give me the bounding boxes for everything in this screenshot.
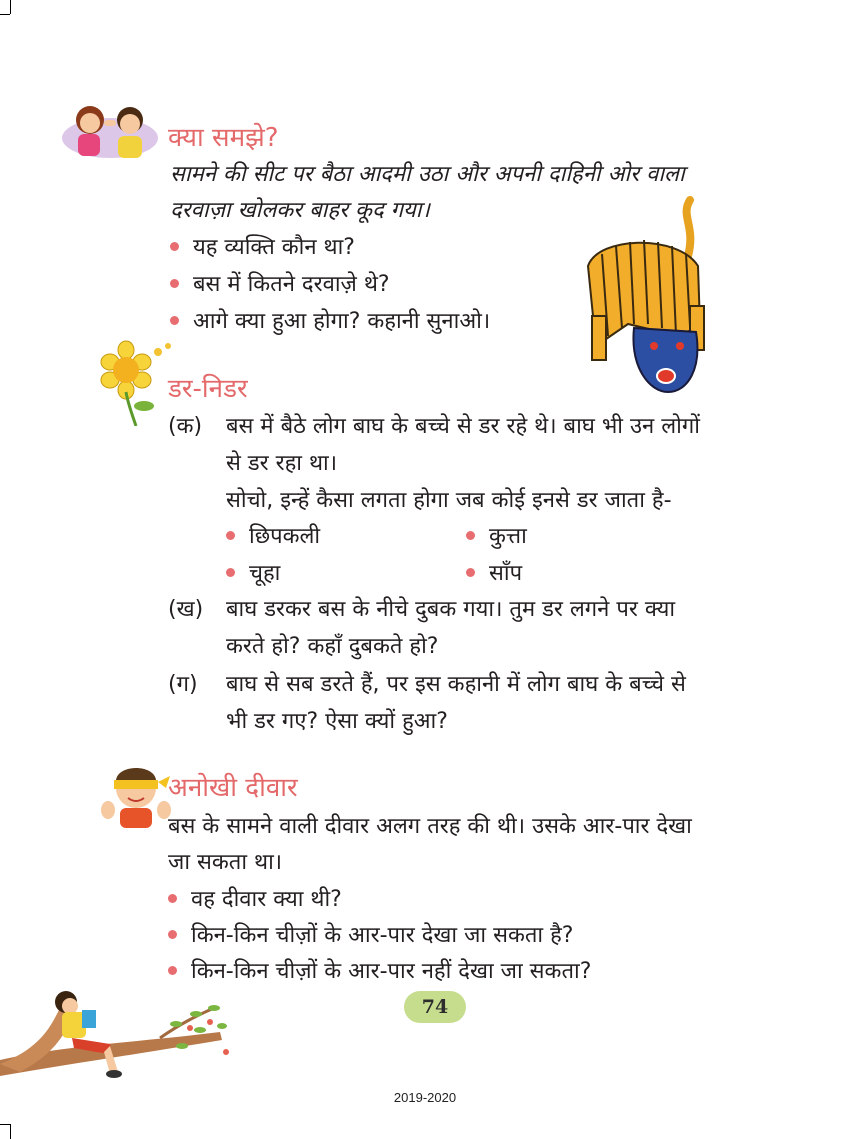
question-ka-line-1: बस में बैठे लोग बाघ के बच्चे से डर रहे थे। बाघ भी उन लोगों	[226, 414, 700, 439]
deewar-bullet-text-1: वह दीवार क्या थी?	[191, 887, 342, 912]
animal-text-chhipkali: छिपकली	[249, 524, 321, 549]
bullet-dot	[466, 531, 475, 540]
bullet-dot	[170, 316, 179, 325]
question-kha-line-1: बाघ डरकर बस के नीचे दुबक गया। तुम डर लगने पर क्या	[226, 597, 676, 622]
question-label-ka: (क)	[168, 414, 203, 439]
samjhe-bullet-1	[170, 233, 355, 263]
bullet-dot	[170, 279, 179, 288]
samjhe-bullet-text-1: यह व्यक्ति कौन था?	[193, 235, 355, 260]
page-number-badge: 74	[404, 991, 466, 1023]
deewar-intro-line-2: जा सकता था।	[168, 850, 283, 875]
samjhe-bullet-text-2: बस में कितने दरवाज़े थे?	[193, 272, 390, 297]
animal-item-saanp	[466, 559, 522, 589]
crop-mark-top-left-v	[10, 0, 11, 14]
bullet-dot	[226, 531, 235, 540]
children-talking-illustration	[56, 98, 160, 160]
section-heading-dar-nidar: डर-निडर	[168, 374, 248, 404]
deewar-intro-line-1: बस के सामने वाली दीवार अलग तरह की थी। उसके आर-पार देखा	[168, 814, 692, 839]
crop-mark-top-left	[0, 14, 10, 15]
animal-text-chuha: चूहा	[249, 561, 281, 586]
samjhe-intro-line-1: सामने की सीट पर बैठा आदमी उठा और अपनी दाहिनी ओर वाला	[170, 162, 685, 187]
samjhe-bullet-text-3: आगे क्या हुआ होगा? कहानी सुनाओ।	[193, 309, 491, 334]
question-ka-line-3: सोचो, इन्हें कैसा लगता होगा जब कोई इनसे डर जाता है-	[226, 488, 672, 513]
deewar-bullet-text-2: किन-किन चीज़ों के आर-पार देखा जा सकता है?	[191, 923, 574, 948]
samjhe-intro-line-2: दरवाज़ा खोलकर बाहर कूद गया।	[170, 198, 430, 223]
blindfolded-child-illustration	[98, 758, 174, 830]
bullet-dot	[168, 930, 177, 939]
crop-mark-bottom-left	[0, 1124, 10, 1125]
deewar-bullet-2	[168, 921, 573, 951]
child-reading-on-branch-illustration	[0, 968, 250, 1086]
samjhe-bullet-3	[170, 307, 490, 337]
animal-item-kutta	[466, 522, 527, 552]
question-label-kha: (ख)	[168, 597, 204, 622]
section-heading-kya-samjhe: क्या समझे?	[168, 123, 279, 153]
question-kha-line-2: करते हो? कहाँ दुबकते हो?	[226, 634, 439, 659]
bullet-dot	[466, 568, 475, 577]
bullet-dot	[170, 242, 179, 251]
animal-item-chuha	[226, 559, 280, 589]
animal-text-saanp: साँप	[489, 561, 523, 586]
question-ga-line-2: भी डर गए? ऐसा क्यों हुआ?	[226, 709, 448, 734]
bullet-dot	[168, 894, 177, 903]
question-ka-line-2: से डर रहा था।	[226, 451, 338, 476]
animal-text-kutta: कुत्ता	[489, 524, 527, 549]
crop-mark-bottom-left-v	[10, 1124, 11, 1139]
animal-item-chhipkali	[226, 522, 320, 552]
tiger-illustration	[568, 196, 728, 396]
samjhe-bullet-2	[170, 270, 390, 300]
deewar-bullet-text-3: किन-किन चीज़ों के आर-पार नहीं देखा जा सकता?	[191, 959, 592, 984]
deewar-bullet-1	[168, 885, 342, 915]
section-heading-anokhi-deewar: अनोखी दीवार	[168, 773, 298, 803]
question-label-ga: (ग)	[168, 672, 198, 697]
footer-year: 2019-2020	[393, 1090, 457, 1105]
question-ga-line-1: बाघ से सब डरते हैं, पर इस कहानी में लोग बाघ के बच्चे से	[226, 672, 686, 697]
bullet-dot	[226, 568, 235, 577]
